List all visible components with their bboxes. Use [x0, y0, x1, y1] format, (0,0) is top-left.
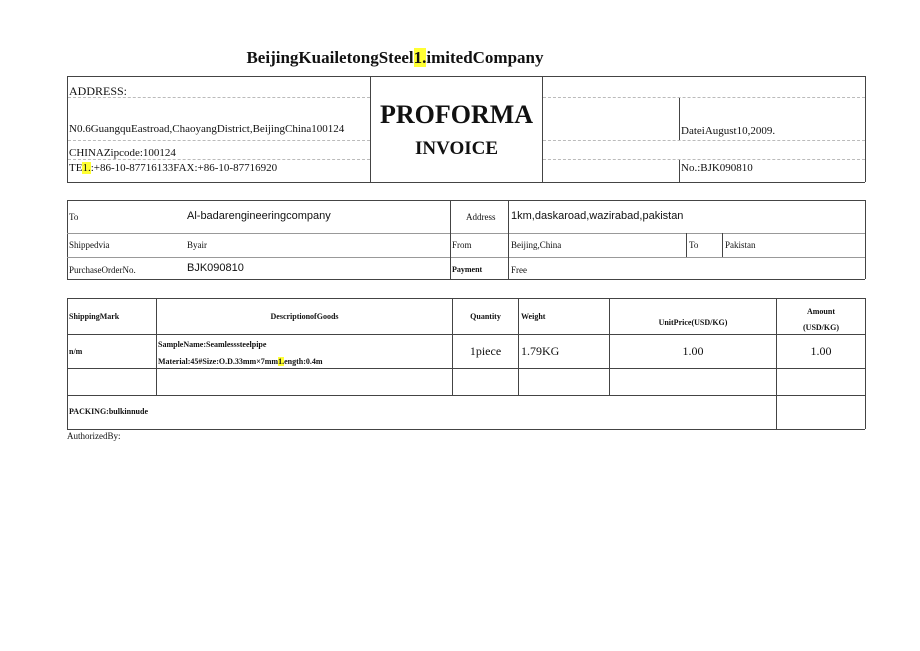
table-divider — [508, 200, 509, 279]
col-amount-line1: Amount — [806, 307, 835, 316]
col-shipping-mark: ShippingMark — [69, 312, 120, 321]
table-divider — [450, 200, 451, 279]
col-unit-price: UnitPrice(USD/KG) — [658, 318, 728, 327]
address-label-2: Address — [466, 212, 496, 222]
table-border — [67, 76, 865, 77]
company-title — [0, 48, 790, 68]
table-row-line — [67, 257, 865, 258]
table-border — [67, 182, 865, 183]
shipped-via-value: Byair — [187, 240, 207, 250]
table-border — [865, 298, 866, 429]
shipped-via-label: Shippedvia — [69, 240, 110, 250]
address-line: N0.6GuangquEastroad,ChaoyangDistrict,BeijingChina100124 — [69, 123, 345, 135]
table-divider — [542, 76, 543, 182]
table-border — [865, 76, 866, 182]
col-amount-line2: (USD/KG) — [803, 323, 839, 332]
address-label: ADDRESS: — [69, 84, 128, 98]
table-border — [865, 200, 866, 279]
tel-highlight: 1. — [82, 162, 91, 174]
table-row-line — [67, 233, 865, 234]
row-unit-price: 1.00 — [682, 344, 704, 358]
table-divider — [679, 97, 680, 140]
table-border — [67, 200, 68, 279]
table-border — [67, 76, 68, 182]
table-row-line — [67, 368, 865, 369]
invoice-number: No.:BJK090810 — [681, 162, 753, 174]
proforma-heading: PROFORMA — [379, 100, 534, 129]
table-row-line — [543, 140, 865, 141]
from-label: From — [452, 240, 472, 250]
table-border — [67, 429, 865, 430]
row-weight: 1.79KG — [521, 344, 560, 358]
to-label: To — [69, 212, 79, 222]
po-value: BJK090810 — [187, 262, 244, 274]
desc-line2-highlight: 1. — [278, 357, 285, 366]
po-label: PurchaseOrderNo. — [69, 265, 136, 275]
table-row-line — [543, 97, 865, 98]
payment-value: Free — [511, 265, 527, 275]
tel-part2: :+86-10-87716133FAX:+86-10-87716920 — [90, 162, 278, 174]
table-row-line — [68, 159, 370, 160]
destination-label: To — [689, 240, 699, 250]
company-title-part1: BeijingKuailetongSteel — [246, 48, 414, 67]
tel-part1: TE — [69, 162, 83, 174]
col-description: DescriptionofGoods — [270, 312, 339, 321]
table-divider — [686, 233, 687, 257]
invoice-date: DateiAugust10,2009. — [681, 125, 776, 137]
col-weight: Weight — [521, 312, 546, 321]
authorized-by: AuthorizedBy: — [67, 431, 121, 441]
row-quantity: 1piece — [469, 344, 502, 358]
table-row-line — [543, 159, 865, 160]
zipcode-text: CHINAZipcode:100124 — [69, 147, 176, 159]
row-desc-line2 — [158, 357, 323, 366]
row-desc-line1: SampleName:Seamlesssteelpipe — [158, 340, 267, 349]
packing-note: PACKING:bulkinnude — [69, 407, 148, 416]
company-title-part2: imitedCompany — [426, 48, 544, 67]
table-divider — [679, 159, 680, 182]
row-mark: n/m — [69, 347, 83, 356]
destination-value: Pakistan — [725, 240, 756, 250]
table-row-line — [68, 140, 370, 141]
desc-line2-part1: Material:45#Size:O.D.33mm×7mm — [158, 357, 279, 366]
table-row-line — [67, 334, 865, 335]
from-value: Beijing,China — [511, 240, 562, 250]
tel-fax-text — [69, 162, 277, 174]
table-divider — [722, 233, 723, 257]
address-value: 1km,daskaroad,wazirabad,pakistan — [511, 210, 684, 222]
row-amount: 1.00 — [810, 344, 832, 358]
table-border — [67, 298, 865, 299]
table-border — [67, 279, 865, 280]
table-row-line — [67, 395, 865, 396]
invoice-heading: INVOICE — [414, 138, 499, 159]
desc-line2-part2: ength:0.4m — [284, 357, 323, 366]
col-quantity: Quantity — [470, 312, 501, 321]
to-value: Al-badarengineeringcompany — [187, 210, 331, 222]
table-divider — [518, 298, 519, 395]
table-border — [67, 298, 68, 429]
table-border — [67, 200, 865, 201]
table-divider — [776, 298, 777, 429]
payment-label: Payment — [452, 265, 483, 274]
company-title-highlight: 1. — [413, 48, 427, 67]
